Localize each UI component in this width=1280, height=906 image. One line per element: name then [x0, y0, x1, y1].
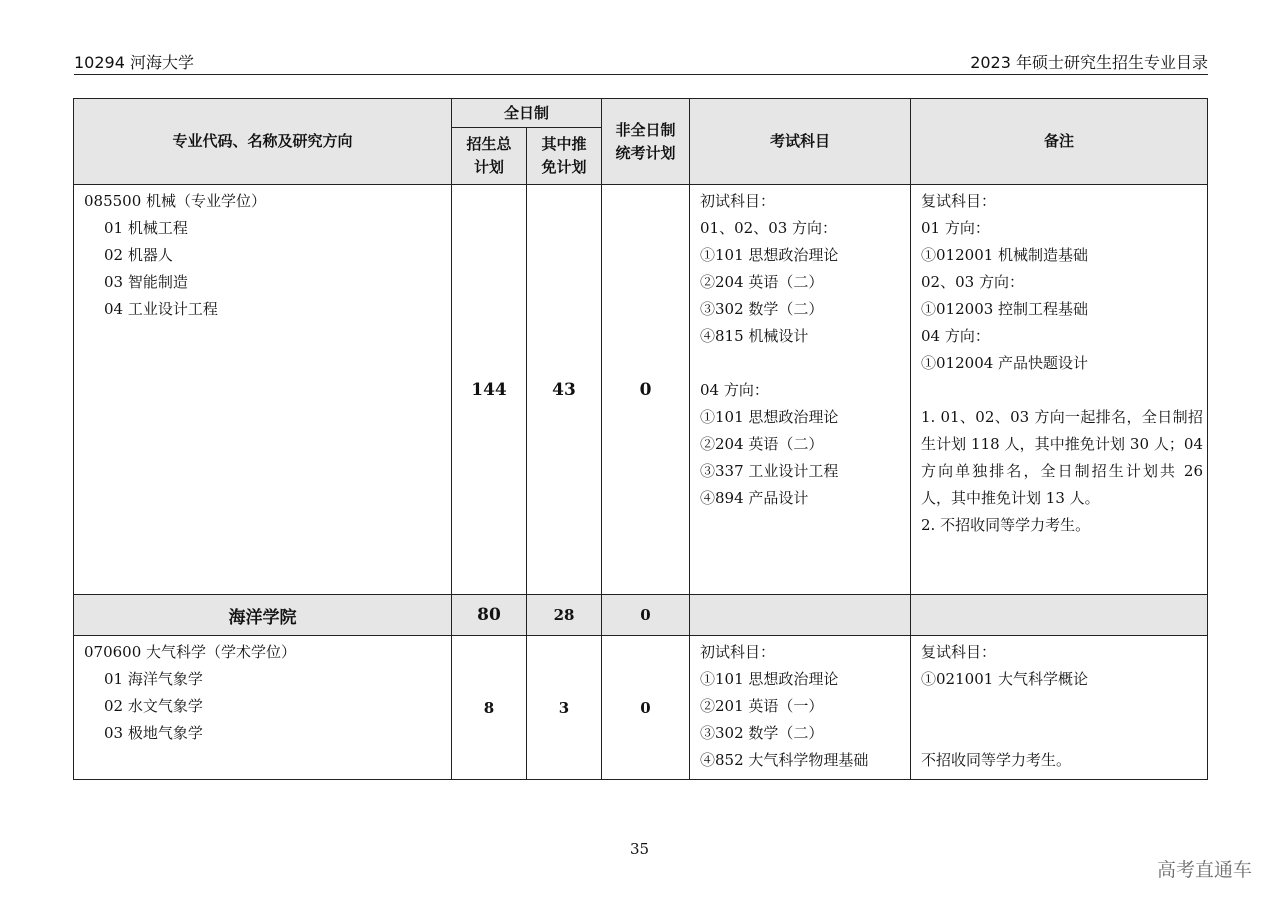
note-line: 不招收同等学力考生。: [921, 751, 1072, 769]
notes-cell: [911, 636, 1208, 780]
direction-item: 03 智能制造: [104, 273, 188, 291]
col-header-notes: 备注: [911, 99, 1208, 185]
total-plan-value: 80: [452, 595, 527, 636]
note-line: ①012001 机械制造基础: [921, 246, 1089, 264]
page-number: 35: [630, 840, 650, 858]
total-plan-value: 144: [452, 185, 527, 595]
col-header-exempt-line1: 其中推: [541, 135, 587, 153]
exempt-plan-value: 28: [527, 595, 602, 636]
note-line: ①021001 大气科学概论: [921, 670, 1089, 688]
col-header-parttime-line2: 统考计划: [615, 143, 676, 162]
col-header-major: 专业代码、名称及研究方向: [74, 99, 452, 185]
table-row: [74, 185, 1208, 595]
subject-line: ③302 数学（二）: [700, 300, 824, 318]
subject-line: 01、02、03 方向：: [700, 219, 838, 237]
direction-item: 01 机械工程: [104, 219, 188, 237]
subject-line: ②204 英语（二）: [700, 273, 824, 291]
subject-line: ②201 英语（一）: [700, 697, 824, 715]
note-line: 复试科目：: [921, 643, 997, 661]
col-header-total-line1: 招生总: [466, 135, 512, 153]
col-header-subjects: 考试科目: [690, 99, 911, 185]
subjects-cell: [690, 185, 911, 595]
col-header-total: [452, 128, 527, 185]
subjects-cell: [690, 636, 911, 780]
spacer: [921, 693, 1203, 720]
subjects-cell: [690, 595, 911, 636]
direction-item: 03 极地气象学: [104, 724, 203, 742]
note-line: ①012004 产品快题设计: [921, 354, 1089, 372]
col-header-parttime: [602, 99, 690, 185]
col-header-exempt-line2: 免计划: [541, 158, 587, 176]
direction-item: 04 工业设计工程: [104, 300, 218, 318]
direction-item: 02 水文气象学: [104, 697, 203, 715]
spacer: [921, 720, 1203, 747]
parttime-plan-value: 0: [602, 636, 690, 780]
spacer: [921, 377, 1203, 404]
catalog-table: [73, 98, 1208, 780]
note-line: 04 方向：: [921, 327, 990, 345]
parttime-plan-value: 0: [602, 185, 690, 595]
spacer: [700, 350, 910, 377]
page-header: [74, 50, 1208, 75]
subject-line: ④815 机械设计: [700, 327, 809, 345]
table-row: [74, 636, 1208, 780]
watermark-label: 高考直通车: [1156, 859, 1252, 881]
college-name: 海洋学院: [74, 595, 452, 636]
subject-line: 初试科目：: [700, 643, 776, 661]
note-paragraph: 1. 01、02、03 方向一起排名，全日制招生计划 118 人，其中推免计划 30 人；04 方向单独排名，全日制招生计划共 26 人，其中推免计划 13 人。: [921, 408, 1204, 507]
note-line: 复试科目：: [921, 192, 997, 210]
col-header-total-line2: 计划: [473, 158, 504, 176]
subject-line: ③337 工业设计工程: [700, 462, 839, 480]
subject-line: 初试科目：: [700, 192, 776, 210]
major-title: 085500 机械（专业学位）: [84, 192, 267, 210]
catalog-title: 2023 年硕士研究生招生专业目录: [970, 53, 1208, 72]
note-line: 02、03 方向：: [921, 273, 1024, 291]
notes-cell: [911, 595, 1208, 636]
col-header-fulltime: 全日制: [452, 99, 602, 128]
parttime-plan-value: 0: [602, 595, 690, 636]
subject-line: ④894 产品设计: [700, 489, 809, 507]
table-row: [74, 595, 1208, 636]
subject-line: ①101 思想政治理论: [700, 246, 839, 264]
major-cell: [74, 636, 452, 780]
subject-line: ①101 思想政治理论: [700, 670, 839, 688]
subject-line: 04 方向：: [700, 381, 769, 399]
subject-line: ①101 思想政治理论: [700, 408, 839, 426]
col-header-exempt: [527, 128, 602, 185]
note-paragraph: 2. 不招收同等学力考生。: [921, 516, 1091, 534]
note-line: ①012003 控制工程基础: [921, 300, 1089, 318]
col-header-parttime-line1: 非全日制: [615, 120, 676, 139]
total-plan-value: 8: [452, 636, 527, 780]
subject-line: ③302 数学（二）: [700, 724, 824, 742]
major-cell: [74, 185, 452, 595]
direction-item: 01 海洋气象学: [104, 670, 203, 688]
exempt-plan-value: 3: [527, 636, 602, 780]
subject-line: ②204 英语（二）: [700, 435, 824, 453]
direction-item: 02 机器人: [104, 246, 173, 264]
major-title: 070600 大气科学（学术学位）: [84, 643, 297, 661]
note-line: 01 方向：: [921, 219, 990, 237]
notes-cell: [911, 185, 1208, 595]
subject-line: ④852 大气科学物理基础: [700, 751, 869, 769]
university-label: 10294 河海大学: [74, 53, 194, 72]
exempt-plan-value: 43: [527, 185, 602, 595]
